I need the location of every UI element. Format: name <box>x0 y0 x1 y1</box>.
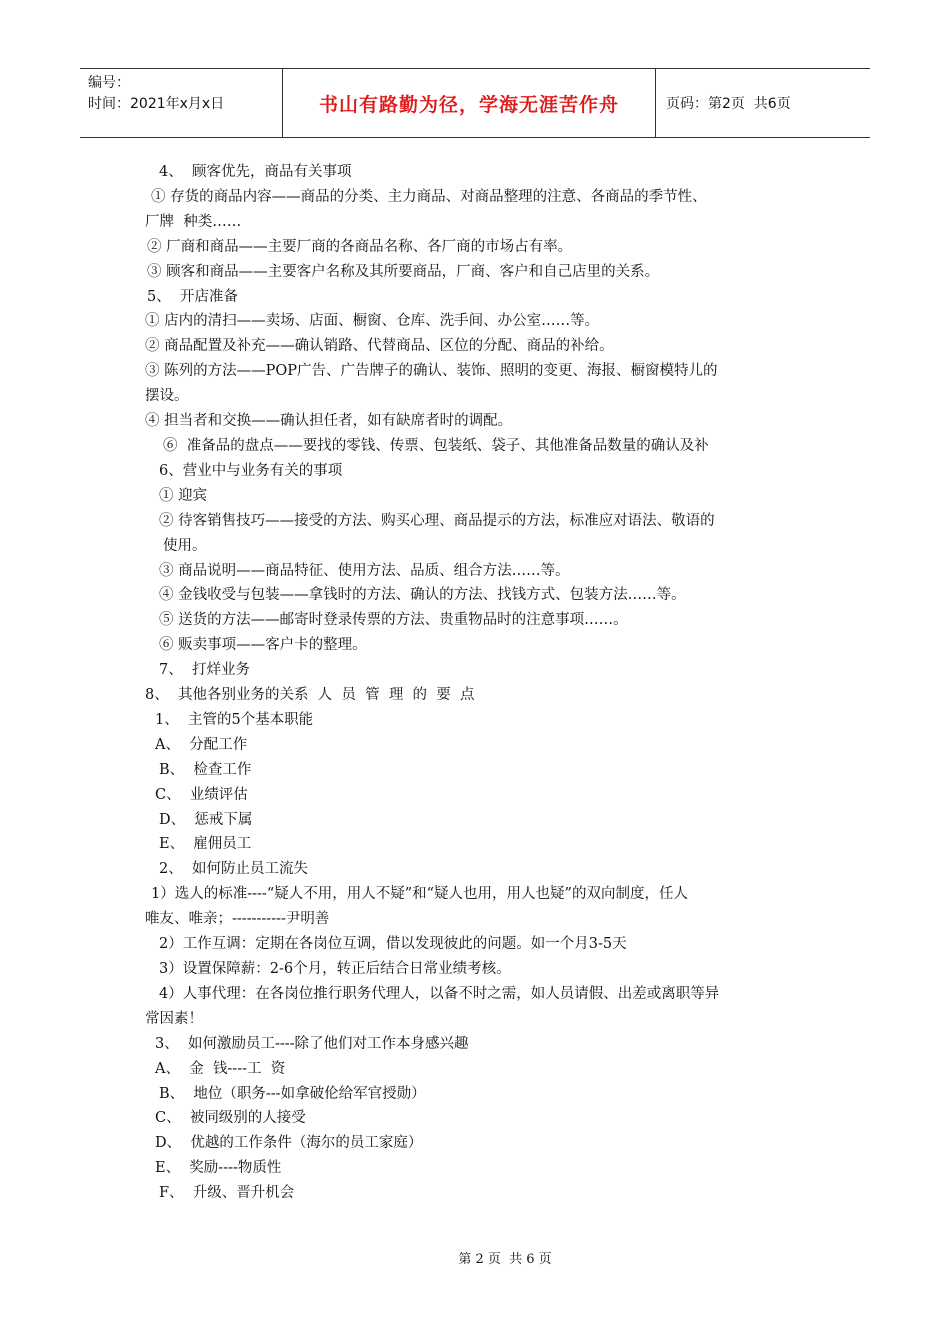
text-line: E、 雇佣员工 <box>159 836 252 853</box>
text-line: D、 优越的工作条件（海尔的员工家庭） <box>155 1135 423 1152</box>
text-line: F、 升级、晋升机会 <box>159 1185 295 1202</box>
text-line: 2）工作互调：定期在各岗位互调，借以发现彼此的问题。如一个月3-5天 <box>159 936 627 953</box>
text-line: C、 被同级别的人接受 <box>155 1110 306 1127</box>
text-line: 厂牌 种类…… <box>145 213 242 230</box>
text-line: B、 检查工作 <box>159 761 252 778</box>
text-line: ① 店内的清扫——卖场、店面、橱窗、仓库、洗手间、办公室……等。 <box>145 313 600 330</box>
page-footer: 第 2 页 共 6 页 <box>458 1252 552 1267</box>
code-label: 编号： <box>88 75 130 91</box>
text-line: 摆设。 <box>145 388 189 405</box>
text-line: C、 业绩评估 <box>155 786 248 803</box>
text-line: 唯友、唯亲；-----------尹明善 <box>145 911 330 928</box>
text-line: 1、 主管的5个基本职能 <box>155 711 314 728</box>
text-line: ③ 陈列的方法——POP广告、广告牌子的确认、装饰、照明的变更、海报、橱窗模特儿的 <box>145 363 718 380</box>
header-info-cell <box>80 69 283 137</box>
text-line: 4、 顾客优先，商品有关事项 <box>159 164 352 180</box>
time-label: 时间：2021年x月x日 <box>88 96 225 112</box>
text-line: 5、 开店准备 <box>147 288 238 305</box>
text-line: 8、 其他各别业务的关系 人 员 管 理 的 要 点 <box>145 687 475 704</box>
text-line: ④ 担当者和交换——确认担任者，如有缺席者时的调配。 <box>145 413 513 430</box>
header-motto: 书山有路勤为径，学海无涯苦作舟 <box>283 69 656 137</box>
text-line: ⑤ 送货的方法——邮寄时登录传票的方法、贵重物品时的注意事项……。 <box>159 612 628 629</box>
text-line: ③ 顾客和商品——主要客户名称及其所要商品，厂商、客户和自己店里的关系。 <box>147 263 660 280</box>
document-body <box>145 160 815 1206</box>
header-page-cell <box>656 69 870 137</box>
text-line: ② 厂商和商品——主要厂商的各商品名称、各厂商的市场占有率。 <box>147 238 573 255</box>
text-line: ⑥ 准备品的盘点——要找的零钱、传票、包装纸、袋子、其他准备品数量的确认及补 <box>163 437 709 454</box>
text-line: 6、营业中与业务有关的事项 <box>159 462 343 479</box>
text-line: 3、 如何激励员工----除了他们对工作本身感兴趣 <box>155 1035 469 1052</box>
text-line: 常因素！ <box>145 1010 203 1027</box>
text-line: A、 金 钱----工 资 <box>155 1060 286 1077</box>
text-line: E、 奖励----物质性 <box>155 1160 282 1177</box>
text-line: A、 分配工作 <box>155 736 248 753</box>
text-line: ② 商品配置及补充——确认销路、代替商品、区位的分配、商品的补给。 <box>145 338 614 355</box>
text-line: ② 待客销售技巧——接受的方法、购买心理、商品提示的方法，标准应对语法、敬语的 <box>159 512 715 529</box>
text-line: ④ 金钱收受与包装——拿钱时的方法、确认的方法、找钱方式、包装方法……等。 <box>159 587 686 604</box>
text-line: 7、 打烊业务 <box>159 662 250 679</box>
text-line: 1）选人的标准----“疑人不用，用人不疑”和“疑人也用，用人也疑”的双向制度，任人 <box>151 886 688 903</box>
text-line: ① 迎宾 <box>159 487 208 504</box>
text-line: ③ 商品说明——商品特征、使用方法、品质、组合方法……等。 <box>159 562 570 579</box>
text-line: 4）人事代理：在各岗位推行职务代理人，以备不时之需，如人员请假、出差或离职等异 <box>159 985 720 1002</box>
text-line: ① 存货的商品内容——商品的分类、主力商品、对商品整理的注意、各商品的季节性、 <box>151 188 707 205</box>
text-line: ⑥ 贩卖事项——客户卡的整理。 <box>159 637 367 654</box>
page-header <box>80 68 870 138</box>
text-line: B、 地位（职务---如拿破伦给军官授勋） <box>159 1085 426 1102</box>
page-label: 页码：第2页 共6页 <box>666 96 791 112</box>
text-line: 2、 如何防止员工流失 <box>159 861 308 878</box>
text-line: 使用。 <box>163 537 207 554</box>
text-line: 3）设置保障薪：2-6个月，转正后结合日常业绩考核。 <box>159 961 511 977</box>
text-line: D、 惩戒下属 <box>159 811 253 828</box>
